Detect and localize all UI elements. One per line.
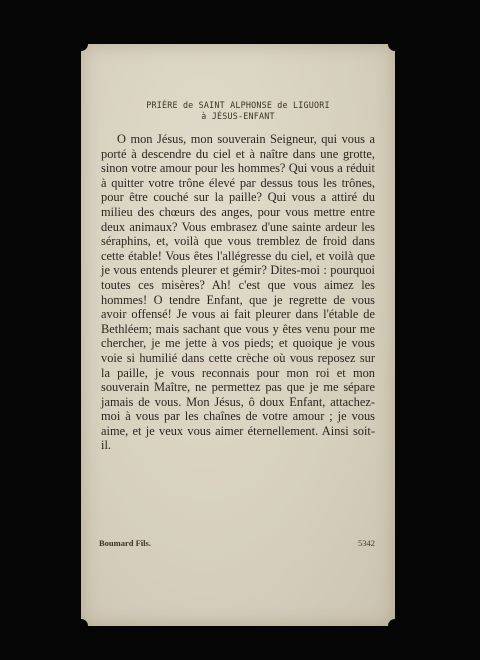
corner-notch-bottom-left [74,619,88,633]
prayer-card [81,44,395,626]
catalog-number: 5342 [358,538,375,548]
heading-line-2: à JÉSUS-ENFANT [201,110,275,121]
prayer-text: O mon Jésus, mon souverain Seigneur, qui vous a porté à descendre du ciel et à naître dans une grotte, sinon votre amour pour les hommes? Qui vous a réduit à quitter votre trône élevé par dessus tous les trônes, pour être couché sur la paille? Qui vous a attiré du milieu des chœurs des anges, pour vous mettre entre deux animaux? Vous embrasez d'une sainte ardeur les séraphins, et, voilà que vous tremblez de froid dans cette étable! Vous êtes l'allégresse du ciel, et voilà que je vous entends pleurer et gémir? Dites-moi : pourquoi toutes ces misères? Ah! c'est que vous aimez les hommes! O tendre Enfant, que je regrette de vous avoir offensé! Je vous ai fait pleurer dans l'étable de Bethléem; mais sachant que vous y êtes venu pour me chercher, je me jette à vos pieds; et quoique je vous voie si humilié dans cette crèche où vous reposez sur la paille, je vous reconnais pour mon roi et mon souverain Maître, ne permettez pas que je me sépare jamais de vous. Mon Jésus, ô doux Enfant, attachez-moi à vous par les chaînes de votre amour ; je vous aime, et je veux vous aimer éternellement. Ainsi soit-il. [101,132,375,453]
publisher-name: Boumard Fils. [99,538,151,548]
heading-line-1: PRIÈRE de SAINT ALPHONSE de LIGUORI [146,100,330,110]
corner-notch-top-left [74,37,88,51]
corner-notch-top-right [388,37,402,51]
prayer-heading [81,100,395,121]
corner-notch-bottom-right [388,619,402,633]
